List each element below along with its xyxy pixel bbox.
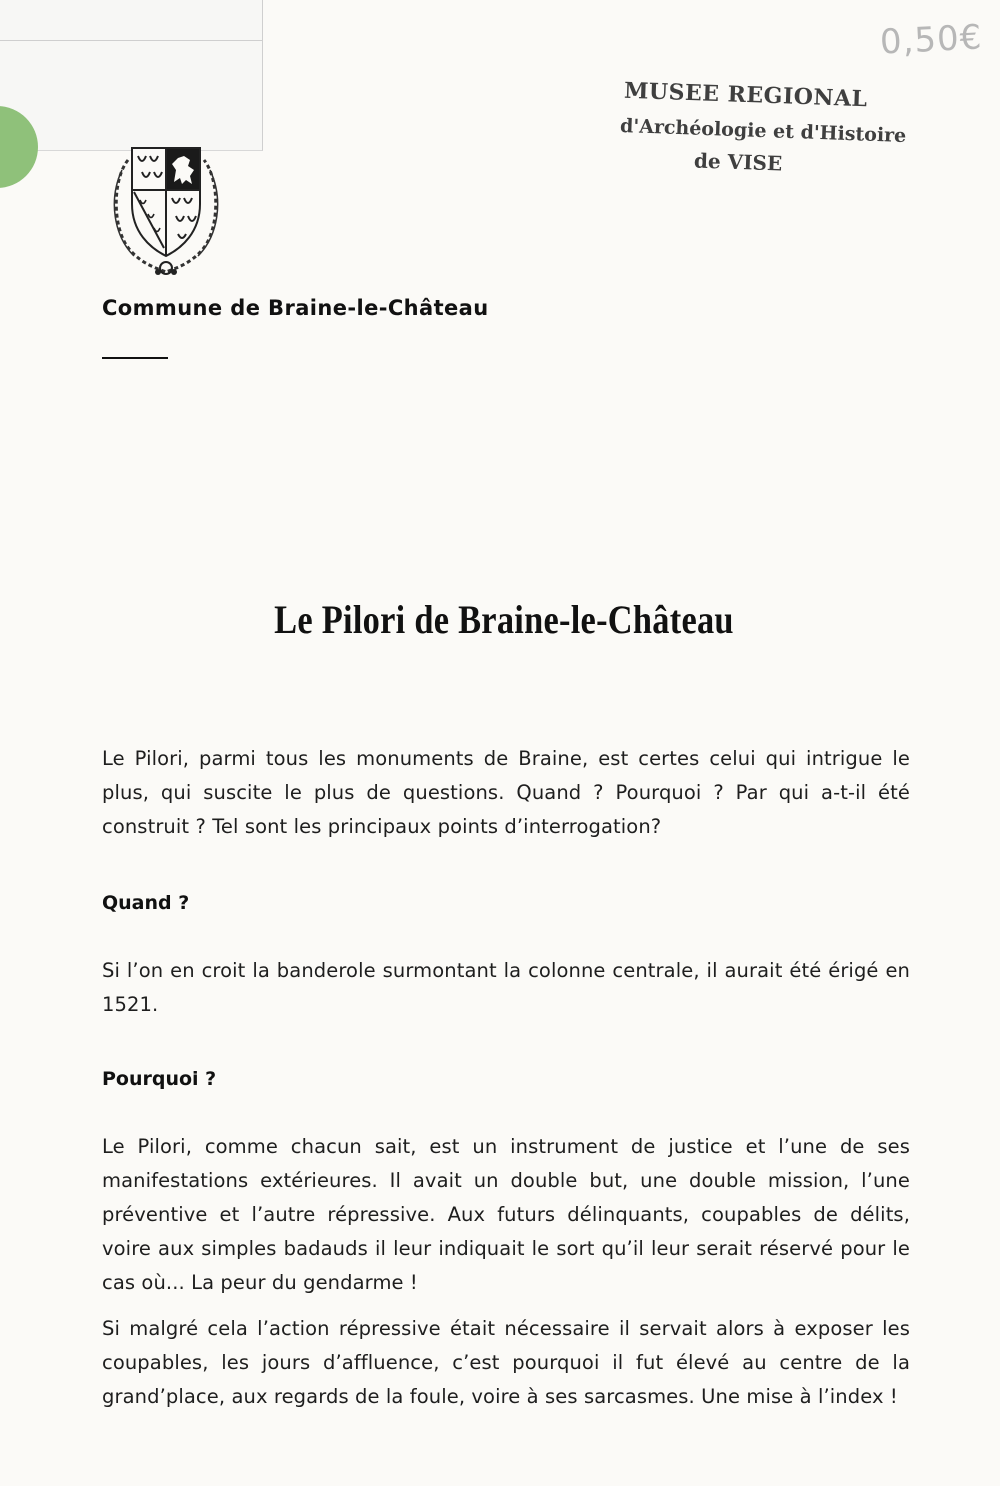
scrap-divider [0, 40, 262, 41]
stamp-line-3: de VISE [693, 148, 783, 176]
stamp-line-1: MUSEE REGIONAL [623, 77, 868, 113]
header-rule [102, 357, 168, 359]
paragraph-pourquoi-1: Le Pilori, comme chacun sait, est un instrument de justice et l’une de ses manifestations extérieures. Il avait un double but, une double mission, l’une préventive et l’autre répressive. Aux futurs délinquants, coupables de délits, voire aux simples badauds il leur indiquait le sort qu’il leur serait réservé pour le cas où... La peur du gendarme ! [102, 1135, 910, 1294]
intro-paragraph: Le Pilori, parmi tous les monuments de Braine, est certes celui qui intrigue le plus, qui suscite le plus de questions. Quand ? Pourquoi ? Par qui a-t-il été construit ? Tel sont les principaux points d’interrogation? [102, 747, 910, 838]
paper-scrap [0, 0, 263, 151]
museum-stamp [600, 77, 907, 190]
section-heading-pourquoi: Pourquoi ? [102, 1068, 217, 1090]
paragraph-pourquoi-2: Si malgré cela l’action répressive était nécessaire il servait alors à exposer les coupables, les jours d’affluence, c’est pourquoi il fut élevé au centre de la grand’place, aux regards de la foule, voire à ses sarcasmes. Une mise à l’index ! [102, 1317, 910, 1408]
document-title: Le Pilori de Braine-le-Château [274, 597, 734, 642]
section-heading-quand: Quand ? [102, 892, 190, 914]
pencil-price-mark: 0,50€ [879, 17, 984, 63]
stamp-line-2: d'Archéologie et d'Histoire [619, 115, 907, 147]
coat-of-arms-icon [108, 140, 224, 278]
paragraph-quand: Si l’on en croit la banderole surmontant la colonne centrale, il aurait été érigé en 1521. [102, 959, 910, 1016]
commune-name: Commune de Braine-le-Château [102, 296, 489, 320]
